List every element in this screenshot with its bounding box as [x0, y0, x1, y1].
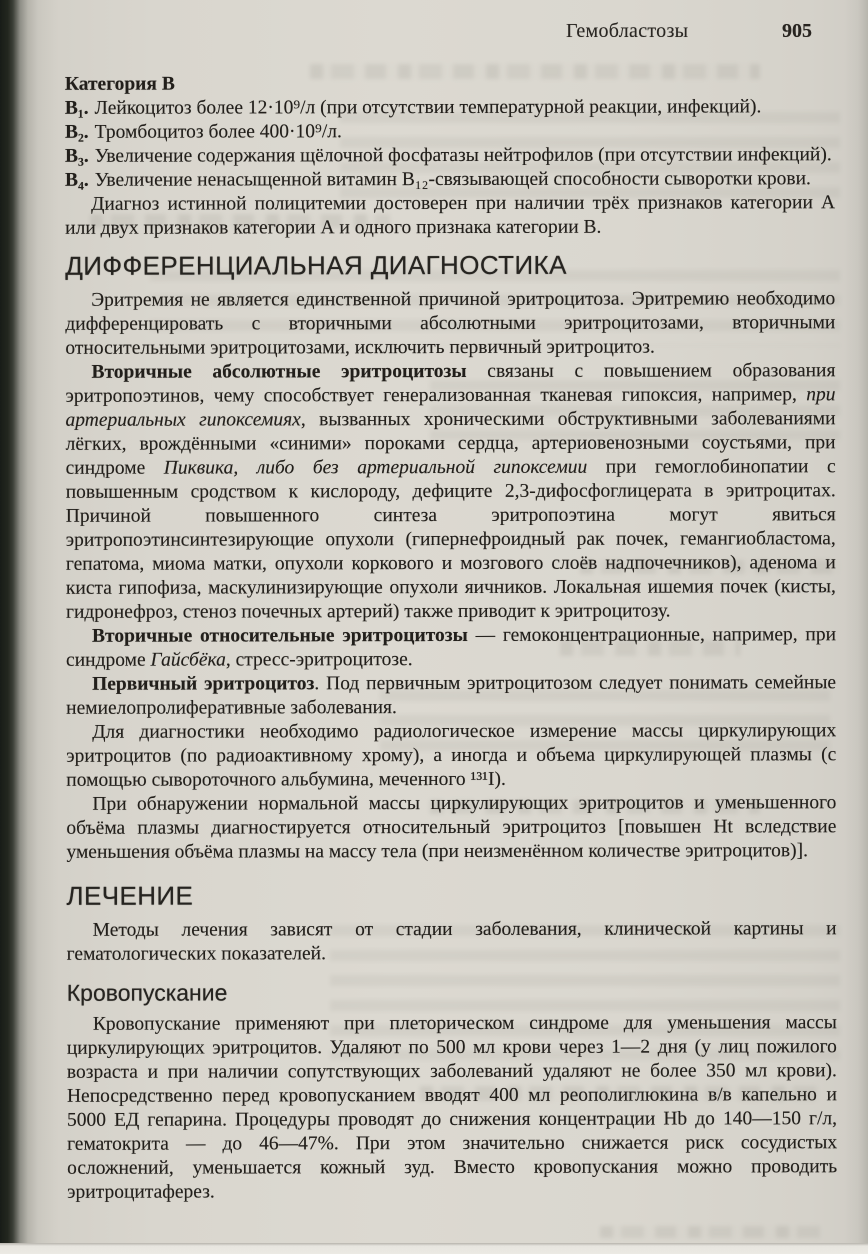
running-head [66, 20, 836, 44]
list-item-number: В₂. [64, 121, 89, 143]
page-number: 905 [782, 20, 812, 42]
paragraph-erythremia-intro: Эритремия не является единственной причиной эритроцитоза. Эритремию необходимо дифференцировать с вторичными абсолютными эритроцитозами, вторичными относительными эритроцитозами, исключить первичный эритроцитоз. [65, 288, 836, 359]
list-item-number: В₁. [64, 97, 89, 119]
paragraph-primary-erythrocytosis [66, 671, 836, 721]
list-item-number: В₃. [64, 145, 89, 167]
text-run: , стресс-эритроцитозе. [225, 649, 413, 671]
list-item-text: Увеличение ненасыщенной витамин В₁₂-связывающей способности сыворотки крови. [94, 168, 811, 191]
text-run: , вызванных хроническими обструктивными заболеваниями лёгких, врождёнными «синими» пороками сердца, артериовенозными соустьями, при синдроме [65, 408, 836, 479]
italic-run: Пиквика, либо без артериальной гипоксемии [163, 456, 588, 479]
text-run: связаны с повышением образования эритропоэтинов, чему способствует генерализованная тканевая гипоксия, например, [65, 360, 836, 407]
page-bottom-scan-edge [0, 1243, 868, 1254]
text-run: при гемоглобинопатии с повышенным сродством к кислороду, дефиците 2,3-дифосфоглицерата в эритроцитах. Причиной повышенного синтеза эритропоэтина могут явиться эритропоэтинсинтезирующие опухоли (гипернефроидный рак почек, гемангиобластома, гепатома, миома матки, опухоли коркового и мозгового слоёв надпочечников), аденома и киста гипофиза, маскулинизирующие опухоли яичников. Локальная ишемия почек (кисты, гидронефроз, стеноз почечных артерий) также приводит к эритроцитозу. [65, 456, 836, 623]
subsection-heading-bloodletting: Кровопускание [66, 979, 228, 1006]
paragraph-radiology: Для диагностики необходимо радиологическое измерение массы циркулирующих эритроцитов (по радиоактивному хрому), а иногда и объема циркулирующей плазмы (с помощью сывороточного альбумина, меченного ¹³¹I). [66, 720, 837, 791]
bold-run: Вторичные относительные эритроцитозы [91, 624, 468, 647]
page-gutter-shadow [0, 0, 60, 1244]
list-item-text: Лейкоцитоз более 12·10⁹/л (при отсутствии температурной реакции, инфекций). [94, 96, 762, 119]
bleedthrough-smudge [600, 1226, 820, 1238]
paragraph-secondary-relative [66, 623, 836, 673]
bold-run: Первичный эритроцитоз [92, 673, 315, 695]
bold-run: Вторичные абсолютные эритроцитозы [91, 360, 467, 383]
running-title: Гемобластозы [566, 20, 689, 42]
category-b-list [65, 95, 835, 193]
list-item-b1 [65, 95, 835, 121]
list-item-number: В₄. [65, 169, 89, 191]
paragraph-treatment-intro: Методы лечения зависят от стадии заболевания, клинической картины и гематологических показателей. [66, 918, 837, 965]
list-item-text: Увеличение содержания щёлочной фосфатазы нейтрофилов (при отсутствии инфекций). [94, 144, 832, 167]
paragraph-secondary-absolute [65, 359, 836, 625]
paragraph-bloodletting: Кровопускание применяют при плеторическом синдроме для уменьшения массы циркулирующих эритроцитов. Удаляют по 500 мл крови через 1—2 дня (у лиц пожилого возраста и при наличии сопутствующих заболеваний удаляют не более 350 мл крови). Непосредственно перед кровопусканием вводят 400 мл реополиглюкина в/в капельно и 5000 ЕД гепарина. Процедуры проводят до снижения концентрации Hb до 140—150 г/л, гематокрита — до 46—47%. При этом значительно снижается риск сосудистых осложнений, уменьшается кожный зуд. Вместо кровопускания можно проводить эритроцитаферез. [66, 1012, 838, 1203]
page-right-edge-shading [844, 0, 868, 1244]
list-item-b3 [65, 143, 835, 169]
italic-run: Гайсбёка [150, 649, 226, 671]
italic-run: при артериальных гипоксемиях [65, 384, 836, 431]
text-run: — гемоконцентрационные, например, при синдроме [66, 624, 837, 671]
section-heading-treatment: ЛЕЧЕНИЕ [66, 880, 194, 911]
section-heading-differential-diagnostics: ДИФФЕРЕНЦИАЛЬНАЯ ДИАГНОСТИКА [65, 249, 567, 281]
paragraph-diagnosis-rule: Диагноз истинной полицитемии достоверен при наличии трёх признаков категории А или двух признаков категории А и одного признака категории В. [65, 192, 836, 239]
list-item-text: Тромбоцитоз более 400·10⁹/л. [94, 121, 342, 143]
paragraph-relative-diagnosis: При обнаружении нормальной массы циркулирующих эритроцитов и уменьшенного объёма плазмы диагностируется относительный эритроцитоз [повышен Ht вследствие уменьшения объёма плазмы на массу тела (при неизменённом количестве эритроцитов)]. [66, 792, 837, 863]
text-run: . Под первичным эритроцитозом следует понимать семейные немиелопролиферативные заболевания. [66, 672, 837, 719]
list-item-b4 [65, 167, 835, 193]
category-b-title: Категория В [64, 73, 175, 95]
list-item-b2 [65, 119, 835, 145]
page-text-block [65, 71, 837, 1205]
